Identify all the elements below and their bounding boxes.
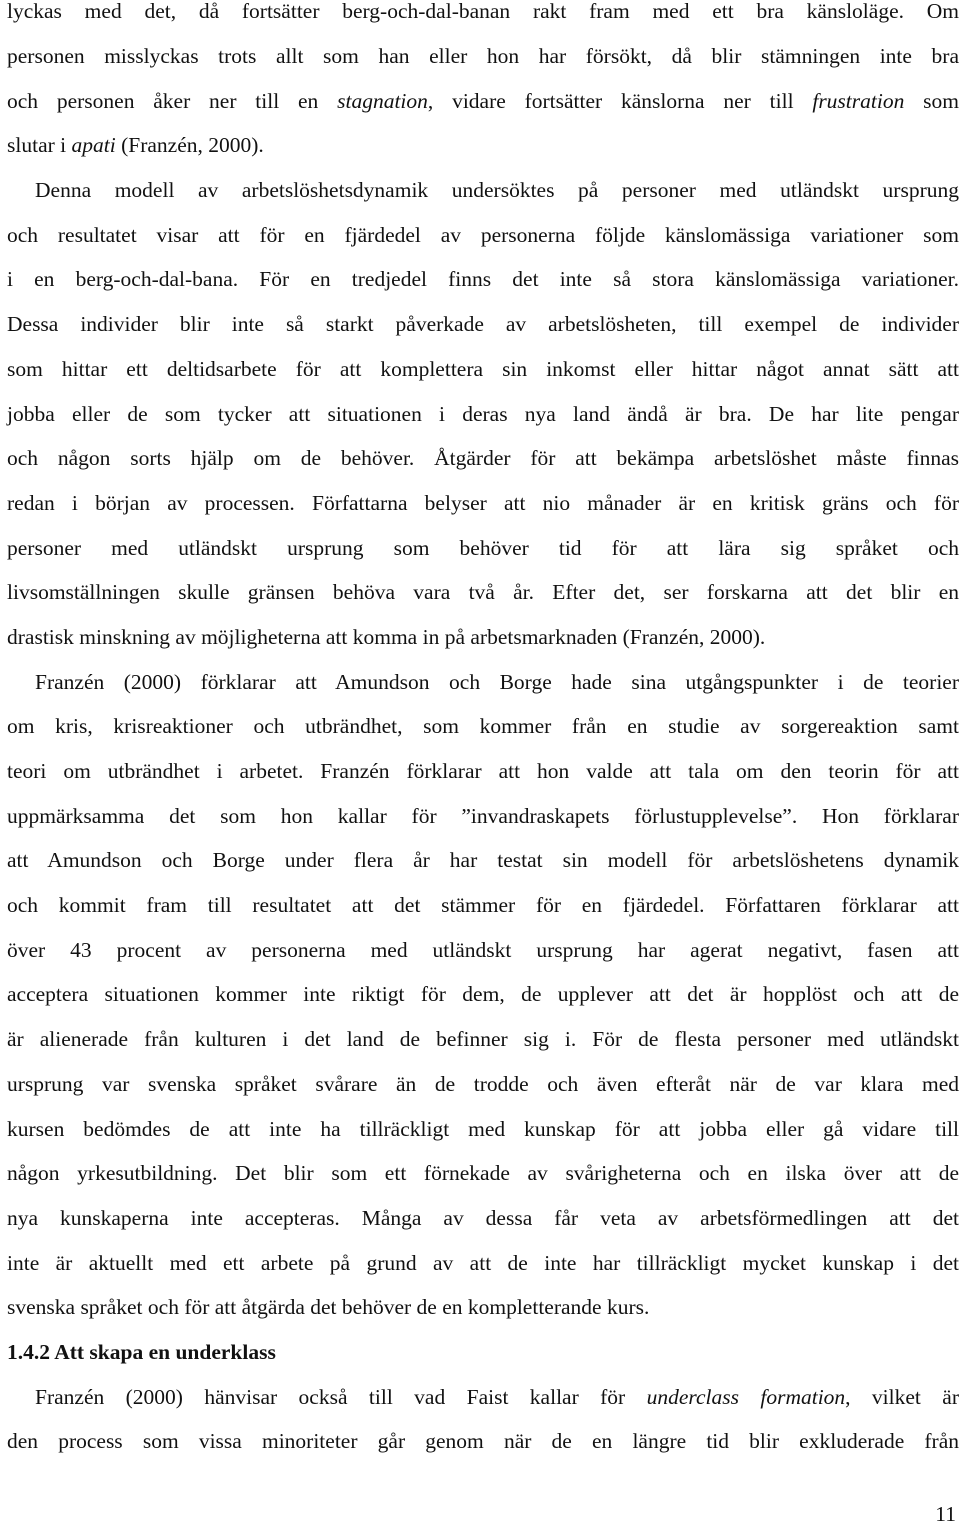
- text-span: , vidare fortsätter känslorna ner till: [427, 88, 813, 113]
- text-line: i en berg-och-dal-bana. För en tredjedel finns det inte så stora känslomässiga variationer.: [7, 267, 959, 292]
- section-heading: 1.4.2 Att skapa en underklass: [7, 1339, 276, 1364]
- text-line: svenska språket och för att åtgärda det behöver de en kompletterande kurs.: [7, 1295, 650, 1320]
- text-line: är alienerade från kulturen i det land de befinner sig i. För de flesta personer med utländskt: [7, 1027, 959, 1052]
- text-span: slutar i: [7, 133, 72, 158]
- italic-term: underclass formation: [646, 1384, 846, 1409]
- text-line: livsomställningen skulle gränsen behöva vara två år. Efter det, ser forskarna att det blir en: [7, 580, 959, 605]
- text-span: som: [904, 88, 959, 113]
- text-line: uppmärksamma det som hon kallar för ”invandraskapets förlustupplevelse”. Hon förklarar: [7, 803, 959, 828]
- text-line: som hittar ett deltidsarbete för att komplettera sin inkomst eller hittar något annat sätt att: [7, 356, 959, 381]
- italic-term: stagnation: [337, 88, 428, 113]
- text-line: nya kunskaperna inte accepteras. Många av dessa får veta av arbetsförmedlingen att det: [7, 1205, 959, 1230]
- text-line: om kris, krisreaktioner och utbrändhet, som kommer från en studie av sorgereaktion samt: [7, 714, 959, 739]
- text-line: och någon sorts hjälp om de behöver. Åtgärder för att bekämpa arbetslöshet måste finnas: [7, 446, 959, 471]
- text-line: redan i början av processen. Författarna belyser att nio månader är en kritisk gräns och för: [7, 490, 959, 515]
- text-line: lyckas med det, då fortsätter berg-och-dal-banan rakt fram med ett bra känsloläge. Om: [7, 0, 959, 23]
- text-span: (Franzén, 2000).: [115, 133, 264, 158]
- text-line: jobba eller de som tycker att situationen i deras nya land ändå är bra. De har lite pengar: [7, 401, 959, 426]
- text-line: inte är aktuellt med ett arbete på grund av att de inte har tillräckligt mycket kunskap i det: [7, 1250, 959, 1275]
- italic-term: frustration: [812, 88, 905, 113]
- text-line: acceptera situationen kommer inte riktigt för dem, de upplever att det är hopplöst och att de: [7, 982, 959, 1007]
- text-line: teori om utbrändhet i arbetet. Franzén förklarar att hon valde att tala om den teorin för att: [7, 759, 959, 783]
- text-line: den process som vissa minoriteter går genom när de en längre tid blir exkluderade från: [7, 1429, 959, 1454]
- text-line: Dessa individer blir inte så starkt påverkade av arbetslösheten, till exempel de individer: [7, 312, 959, 337]
- body-text: [7, 0, 959, 1464]
- page-number: 11: [935, 1502, 956, 1526]
- text-line: personer med utländskt ursprung som behöver tid för att lära sig språket och: [7, 535, 959, 560]
- text-line: drastisk minskning av möjligheterna att komma in på arbetsmarknaden (Franzén, 2000).: [7, 624, 766, 649]
- text-line: att Amundson och Borge under flera år har testat sin modell för arbetslöshetens dynamik: [7, 848, 959, 873]
- text-line: ursprung var svenska språket svårare än de trodde och även efteråt när de var klara med: [7, 1071, 959, 1096]
- text-line: Franzén (2000) förklarar att Amundson och Borge hade sina utgångspunkter i de teorier: [35, 669, 959, 694]
- text-line: och resultatet visar att för en fjärdedel av personerna följde känslomässiga variationer som: [7, 222, 959, 247]
- text-line: kursen bedömdes de att inte ha tillräckligt med kunskap för att jobba eller gå vidare till: [7, 1116, 959, 1141]
- text-line: någon yrkesutbildning. Det blir som ett förnekade av svårigheterna och en ilska över att de: [7, 1161, 959, 1186]
- text-line: [7, 79, 959, 124]
- text-line: Denna modell av arbetslöshetsdynamik undersöktes på personer med utländskt ursprung: [35, 178, 959, 203]
- text-line: [7, 1375, 959, 1420]
- text-span: , vilket är: [845, 1384, 959, 1409]
- text-span: Franzén (2000) hänvisar också till vad Faist kallar för: [35, 1384, 647, 1409]
- text-line: [7, 123, 959, 168]
- italic-term: apati: [71, 133, 116, 158]
- text-line: personen misslyckas trots allt som han eller hon har försökt, då blir stämningen inte bra: [7, 44, 959, 68]
- text-line: över 43 procent av personerna med utländskt ursprung har agerat negativt, fasen att: [7, 937, 959, 962]
- text-span: och personen åker ner till en: [7, 88, 338, 113]
- text-line: och kommit fram till resultatet att det stämmer för en fjärdedel. Författaren förklarar att: [7, 893, 959, 918]
